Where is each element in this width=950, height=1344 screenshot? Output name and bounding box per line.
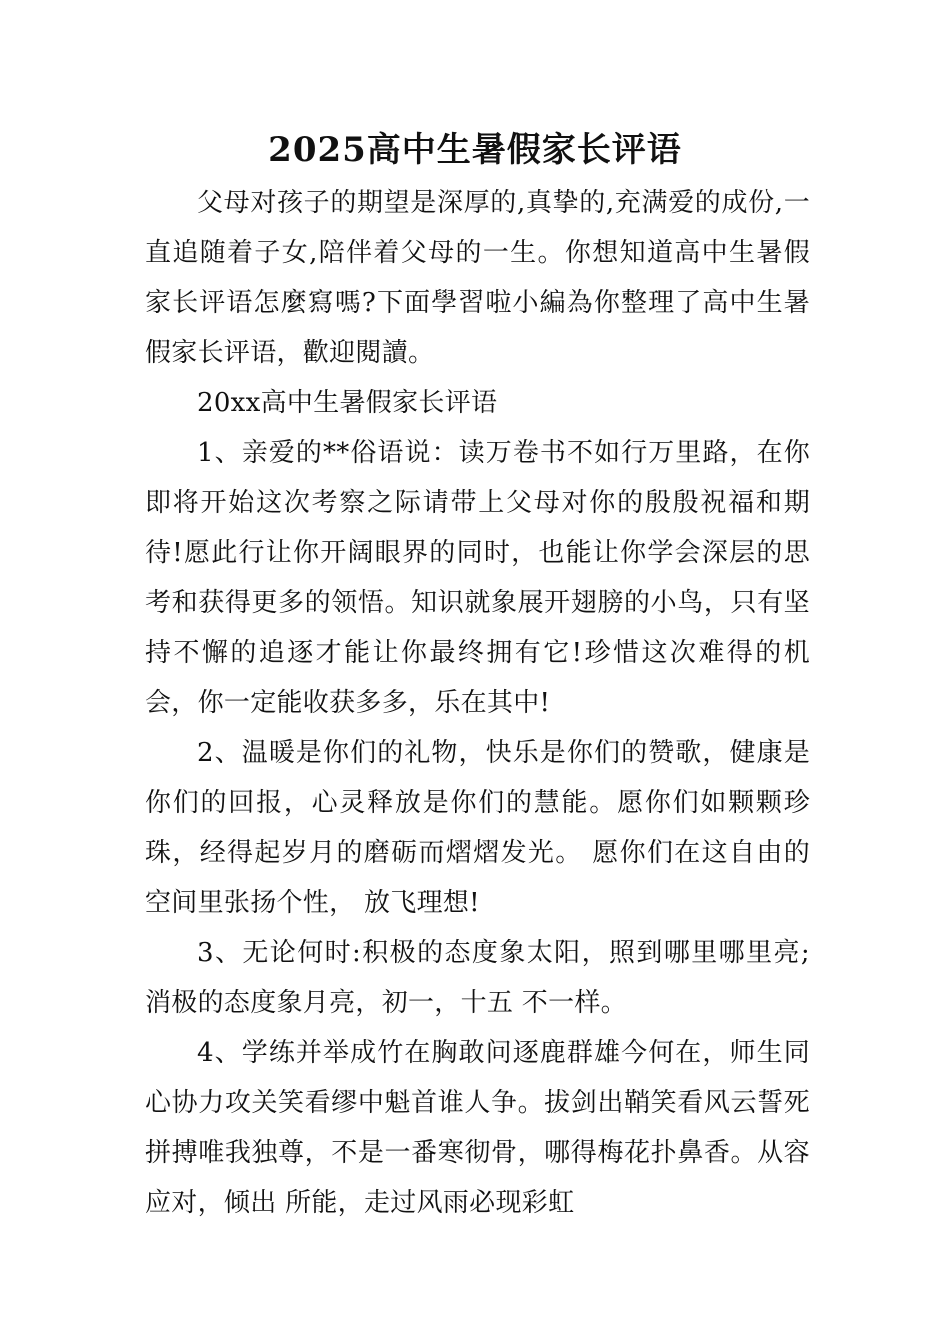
intro-paragraph: 父母对孩子的期望是深厚的,真挚的,充满爱的成份,一直追随着子女,陪伴着父母的一生。你想知道高中生暑假家长评语怎麼寫嗎?下面學習啦小編為你整理了高中生暑假家长评语，歡迎閱讀。 [145, 188, 810, 368]
document-body [145, 178, 810, 1228]
section-heading: 20xx高中生暑假家长评语 [197, 388, 498, 418]
comment-paragraph-1: 1、亲爱的**俗语说：读万卷书不如行万里路，在你即将开始这次考察之际请带上父母对你的殷殷祝福和期待!愿此行让你开阔眼界的同时，也能让你学会深层的思考和获得更多的领悟。知识就象展开翅膀的小鸟，只有坚持不懈的追逐才能让你最终拥有它!珍惜这次难得的机会，你一定能收获多多，乐在其中! [145, 438, 810, 718]
page-title: 2025高中生暑假家长评语 [268, 130, 682, 170]
comment-paragraph-2: 2、温暖是你们的礼物，快乐是你们的赞歌，健康是你们的回报，心灵释放是你们的慧能。愿你们如颗颗珍珠，经得起岁月的磨砺而熠熠发光。 愿你们在这自由的空间里张扬个性， 放飞理想! [145, 738, 810, 918]
comment-paragraph-4: 4、学练并举成竹在胸敢问逐鹿群雄今何在，师生同心协力攻关笑看缪中魁首谁人争。拔剑出鞘笑看风云誓死拼搏唯我独尊，不是一番寒彻骨，哪得梅花扑鼻香。从容应对，倾出 所能，走过风雨必现彩虹 [145, 1038, 810, 1218]
comment-paragraph-3: 3、无论何时:积极的态度象太阳，照到哪里哪里亮;消极的态度象月亮，初一，十五 不一样。 [145, 938, 810, 1018]
